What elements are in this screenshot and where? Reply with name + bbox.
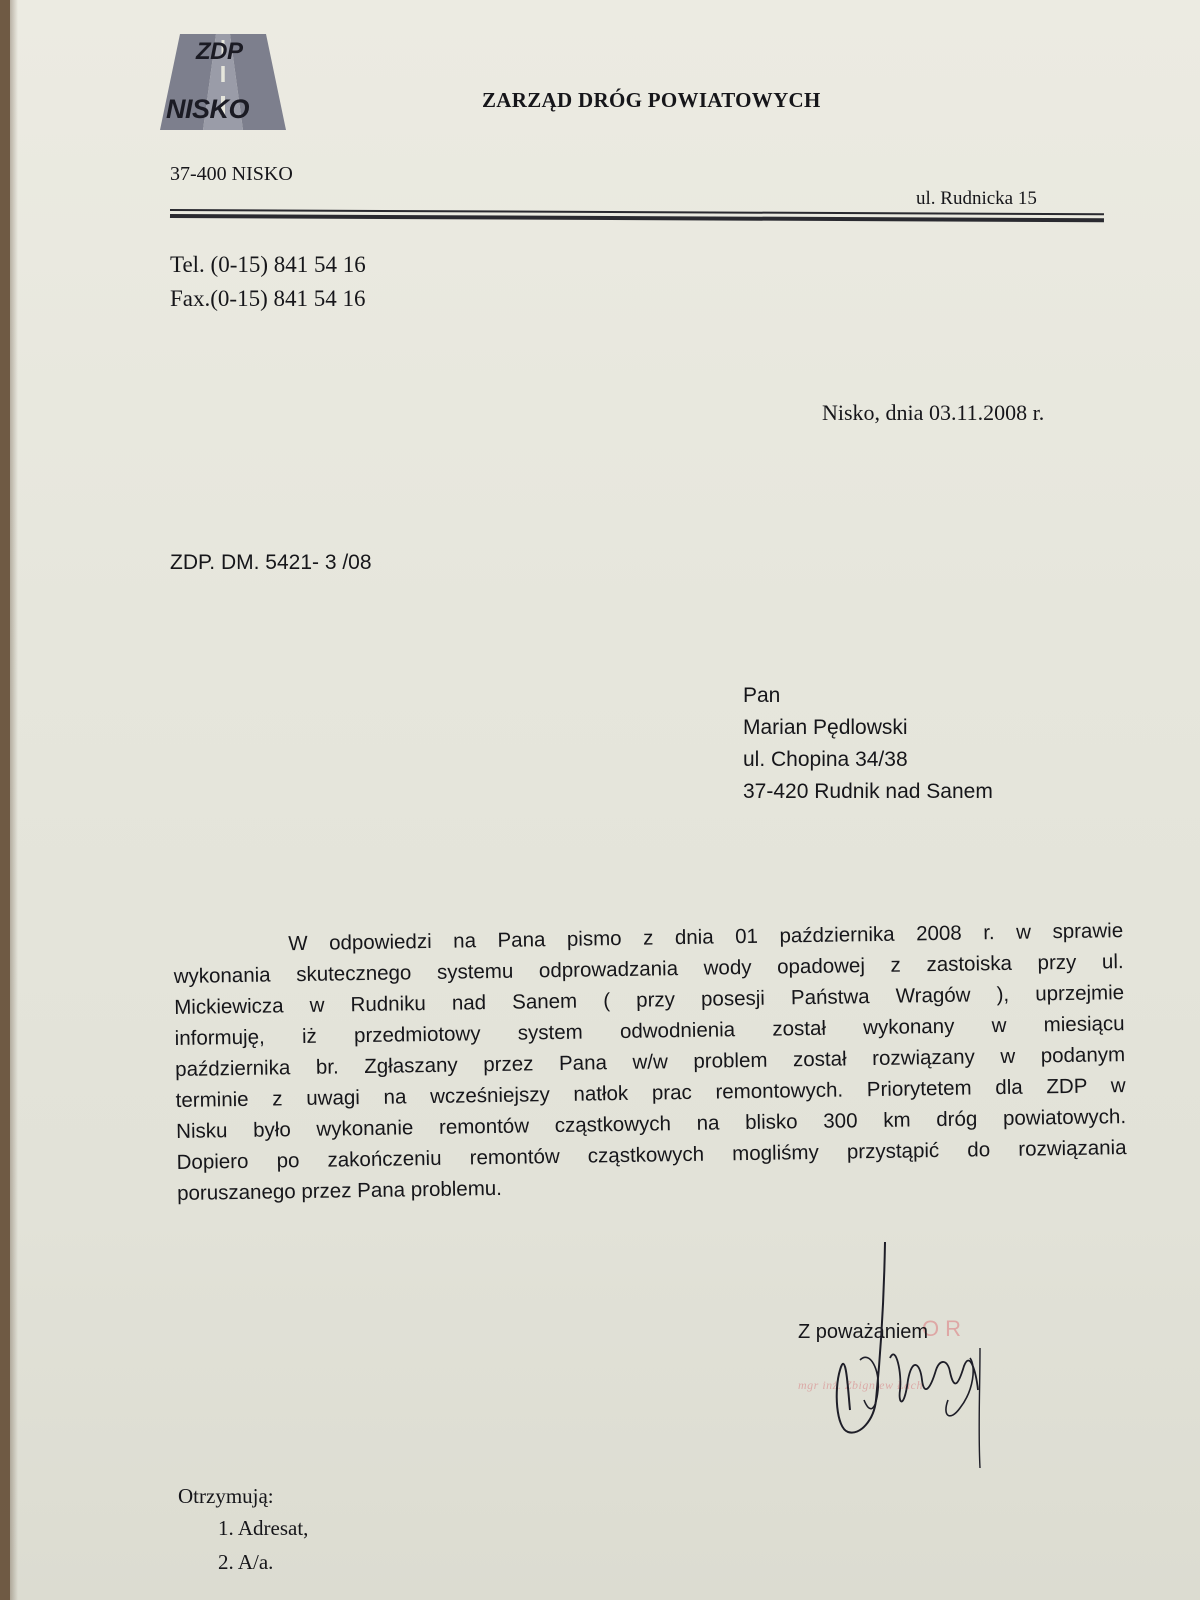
letterhead-postal: 37-400 NISKO [170,163,293,185]
stamp-name: mgr inż. Zbigniew Łach [798,1378,924,1392]
body-line: Dopiero po zakończeniu remontów cząstkowych mogliśmy przystąpić do rozwiązania [176,1136,1127,1174]
body-line: W odpowiedzi na Pana pismo z dnia 01 października 2008 r. w sprawie [288,919,1124,956]
handwritten-signature [830,1240,1010,1470]
body-line: Mickiewicza w Rudniku nad Sanem ( przy posesji Państwa Wragów ), uprzejmie [174,981,1125,1019]
letterhead-rule-thick [170,214,1104,222]
addressee-salutation: Pan [743,684,781,707]
organization-name: ZARZĄD DRÓG POWIATOWYCH [482,88,821,112]
letter-date: Nisko, dnia 03.11.2008 r. [822,400,1045,425]
addressee-street: ul. Chopina 34/38 [743,748,908,771]
closing-phrase: Z poważaniem [798,1321,929,1343]
paper-edge-shadow [10,0,18,1600]
addressee-name: Marian Pędlowski [743,716,908,739]
zdp-logo [158,30,288,135]
reference-number: ZDP. DM. 5421- 3 /08 [170,551,372,574]
recipients-heading: Otrzymują: [178,1484,274,1508]
body-line: wykonania skutecznego systemu odprowadzania wody opadowej z zastoiska przy ul. [173,950,1124,988]
letter-sheet [10,0,1200,1600]
recipient-item: 2. A/a. [218,1550,274,1574]
body-line: Nisku było wykonanie remontów cząstkowych na blisko 300 km dróg powiatowych. [175,1105,1127,1143]
fax-number: Fax.(0-15) 841 54 16 [170,286,366,311]
body-line: informuję, iż przedmiotowy system odwodnienia został wykonany w miesiącu [174,1012,1125,1050]
body-line: terminie z uwagi na wcześniejszy natłok prac remontowych. Priorytetem dla ZDP w [175,1074,1126,1112]
recipient-item: 1. Adresat, [218,1516,309,1540]
body-line: poruszanego przez Pana problemu. [176,1176,503,1205]
stamp-title: OR [922,1316,967,1341]
body-line: października br. Zgłaszany przez Pana w/w problem został rozwiązany w podanym [175,1043,1126,1081]
phone-number: Tel. (0-15) 841 54 16 [170,252,366,277]
letterhead-street: ul. Rudnicka 15 [916,188,1037,209]
letter-body [173,915,1127,1209]
logo-bottom-text: NISKO [166,94,250,124]
logo-top-text: ZDP [196,38,243,65]
addressee-city: 37-420 Rudnik nad Sanem [743,780,993,803]
